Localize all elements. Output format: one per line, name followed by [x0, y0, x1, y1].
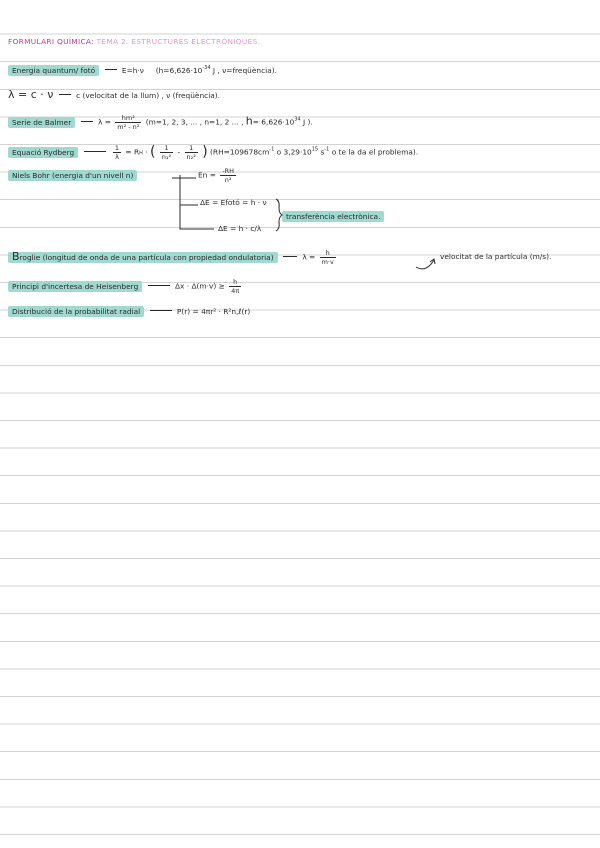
- bohr-numerator: -RH: [222, 167, 235, 175]
- label-rydberg: Equació Rydberg: [8, 147, 78, 158]
- label-energy: Energia quantum/ fotó: [8, 65, 99, 76]
- heisenberg-lhs: Δx · Δ(m·v) ≥: [174, 281, 225, 291]
- bohr-en: En =: [198, 170, 216, 180]
- rydberg-note: (RH=109678cm: [210, 147, 270, 157]
- debroglie-denominator: m·v: [321, 258, 334, 266]
- rydberg-note-4: o te la da el problema).: [331, 147, 419, 157]
- rydberg-eq: = R: [125, 147, 140, 157]
- balmer-denominator: m² - n²: [117, 123, 140, 131]
- paren-close: ): [202, 144, 208, 160]
- rydberg-exp-2: 15: [311, 146, 319, 153]
- heisenberg-numerator: h: [229, 278, 241, 287]
- bohr-branch-line: [180, 175, 198, 205]
- label-debroglie-initial: B: [12, 249, 20, 263]
- delta-e-wavelength: ΔE = h · c/λ: [218, 224, 262, 233]
- balmer-h: h: [245, 114, 253, 128]
- heisenberg-denominator: 4π: [231, 287, 240, 295]
- page-subtitle: TEMA 2. ESTRUCTURES ELECTRÒNIQUES.: [96, 37, 261, 46]
- rydberg-a-denominator: n₁²: [161, 153, 172, 161]
- rydberg-exp-3: -1: [324, 146, 330, 153]
- exp-energy: -34: [202, 65, 211, 71]
- velocity-note: velocitat de la partícula (m/s).: [440, 252, 552, 261]
- rydberg-note-3: s: [320, 147, 325, 157]
- label-heisenberg: Principi d'incertesa de Heisenberg: [8, 281, 142, 292]
- balmer-exp: 34: [294, 116, 301, 123]
- rydberg-dot: ·: [145, 147, 148, 157]
- label-radial: Distribució de la probabilitat radial: [8, 306, 144, 317]
- label-debroglie-text: roglie (longitud de onda de una partícula con propiedad ondulatoria): [19, 252, 274, 262]
- rydberg-a-numerator: 1: [160, 144, 173, 153]
- rydberg-note-2: o 3,29·10: [276, 147, 312, 157]
- page-title: FORMULARI QUÍMICA:: [8, 37, 94, 46]
- bohr-denominator: n²: [224, 176, 232, 184]
- balmer-note: (m=1, 2, 3, ... , n=1, 2 ... ,: [145, 117, 244, 127]
- note-energy: (h=6,626·10: [155, 66, 203, 75]
- rydberg-b-numerator: 1: [185, 144, 198, 153]
- delta-e-photon: ΔE = Efotó = h · ν: [200, 198, 267, 207]
- transfer-note: transferència electrònica.: [282, 211, 384, 222]
- rydberg-lhs-numerator: 1: [114, 144, 120, 152]
- balmer-numerator: hm²: [115, 114, 141, 123]
- rydberg-b-denominator: n₂²: [186, 153, 196, 161]
- radial-formula: P(r) = 4πr² · R²n,ℓ(r): [176, 307, 251, 316]
- note-wavelength: c (velocitat de la llum) , ν (freqüència).: [76, 91, 221, 100]
- paren-open: (: [149, 144, 156, 160]
- curly-brace: [276, 199, 282, 231]
- balmer-note-3: J ).: [302, 117, 313, 127]
- formula-energy: E=h·ν: [121, 66, 144, 75]
- balmer-note-2: = 6,626·10: [252, 117, 295, 127]
- label-balmer: Serie de Balmer: [8, 117, 75, 128]
- debroglie-numerator: h: [320, 249, 336, 258]
- rydberg-minus: -: [177, 147, 181, 157]
- rydberg-sub: H: [139, 150, 143, 157]
- formula-wavelength: λ = c · ν: [8, 88, 54, 101]
- note-energy-2: J , ν=freqüència).: [212, 66, 277, 75]
- label-bohr: Niels Bohr (energia d'un nivell n): [8, 170, 137, 181]
- rydberg-exp: -1: [269, 146, 275, 153]
- rydberg-lhs-denominator: λ: [115, 153, 119, 161]
- bohr-branch-line-2: [180, 205, 214, 229]
- balmer-lhs: λ =: [97, 117, 111, 127]
- debroglie-lhs: λ =: [302, 252, 316, 262]
